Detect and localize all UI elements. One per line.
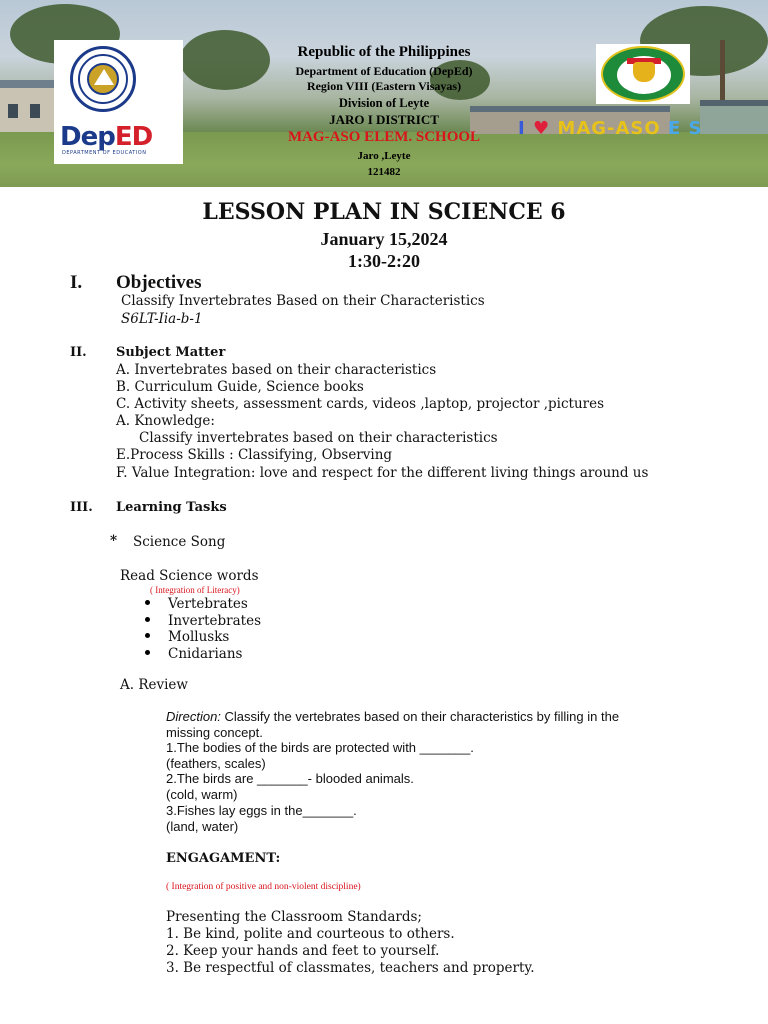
subject-item: Classify invertebrates based on their characteristics (139, 430, 498, 446)
direction-label: Direction: (166, 709, 221, 724)
list-item (145, 613, 261, 629)
subject-item: E.Process Skills : Classifying, Observing (116, 447, 393, 463)
word-label: Vertebrates (168, 596, 248, 612)
objective-code: S6LT-Iia-b-1 (121, 311, 203, 327)
list-item (145, 629, 229, 645)
discipline-note: ( Integration of positive and non-violent discipline) (166, 882, 361, 892)
school-name: MAG-ASO ELEM. SCHOOL (287, 129, 481, 145)
word-label: Mollusks (168, 629, 230, 645)
classroom-standard: 1. Be kind, polite and courteous to others. (166, 926, 455, 942)
header-banner (0, 0, 768, 187)
science-song: Science Song (133, 534, 226, 550)
bullet-icon (145, 617, 150, 622)
lesson-title: LESSON PLAN IN SCIENCE 6 (202, 199, 566, 225)
objective-text: Classify Invertebrates Based on their Characteristics (121, 293, 485, 309)
subject-item: B. Curriculum Guide, Science books (116, 379, 364, 395)
engagement-heading: ENGAGAMENT: (166, 851, 281, 866)
lesson-time: 1:30-2:20 (348, 251, 420, 271)
bullet-icon (145, 600, 150, 605)
standards-intro: Presenting the Classroom Standards; (166, 909, 422, 925)
classroom-standard: 3. Be respectful of classmates, teachers and property. (166, 960, 535, 976)
department-label: Department of Education (DepEd) (295, 64, 473, 78)
review-choices: (land, water) (166, 819, 239, 834)
deped-wordmark: DepED (60, 122, 153, 152)
district-label: JARO I DISTRICT (329, 112, 439, 127)
subject-matter-heading: Subject Matter (116, 345, 226, 360)
learning-tasks-numeral: III. (70, 500, 93, 515)
word-label: Cnidarians (168, 646, 243, 662)
subject-item: C. Activity sheets, assessment cards, videos ,laptop, projector ,pictures (116, 396, 605, 412)
list-item (145, 596, 248, 612)
review-choices: (feathers, scales) (166, 756, 266, 771)
learning-tasks-heading: Learning Tasks (116, 500, 227, 515)
deped-wordmark-sub: DEPARTMENT OF EDUCATION (62, 150, 147, 156)
school-id: 121482 (367, 166, 401, 178)
division-label: Division of Leyte (338, 96, 430, 110)
subject-item: F. Value Integration: love and respect for the different living things around us (116, 465, 649, 481)
read-science-words: Read Science words (120, 568, 259, 584)
objectives-numeral: I. (70, 272, 83, 293)
lesson-date: January 15,2024 (320, 229, 448, 249)
bullet-icon (145, 633, 150, 638)
direction-text: Classify the vertebrates based on their characteristics by filling in the (220, 709, 620, 724)
review-question: 3.Fishes lay eggs in the_______. (166, 803, 357, 818)
classroom-standard: 2. Keep your hands and feet to yourself. (166, 943, 440, 959)
republic-label: Republic of the Philippines (297, 44, 471, 60)
signboard-name: MAG-ASO (557, 118, 661, 139)
direction-line (166, 709, 619, 724)
literacy-note: ( Integration of Literacy) (150, 585, 240, 595)
signboard-i: I (518, 118, 526, 139)
direction-text-cont: missing concept. (166, 725, 263, 740)
bullet-icon (145, 650, 150, 655)
list-item (145, 646, 242, 662)
objectives-heading: Objectives (116, 272, 202, 293)
subject-item: A. Invertebrates based on their characteristics (116, 362, 437, 378)
review-label: A. Review (120, 677, 188, 693)
heart-icon: ♥ (532, 118, 551, 139)
subject-matter-numeral: II. (70, 345, 87, 360)
review-question: 1.The bodies of the birds are protected with _______. (166, 740, 474, 755)
region-label: Region VIII (Eastern Visayas) (306, 79, 462, 93)
signboard-suffix: E S (667, 118, 703, 139)
word-label: Invertebrates (168, 613, 261, 629)
subject-item: A. Knowledge: (116, 413, 215, 429)
asterisk-marker: * (110, 533, 118, 549)
location-label: Jaro ,Leyte (357, 150, 411, 162)
review-choices: (cold, warm) (166, 787, 238, 802)
review-question: 2.The birds are _______- blooded animals. (166, 771, 414, 786)
